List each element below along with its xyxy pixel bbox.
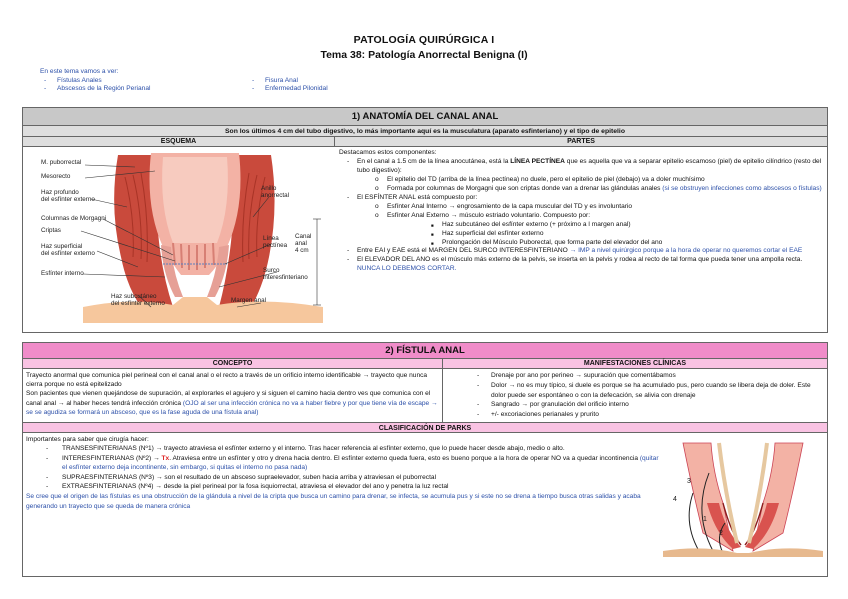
partes-subsubitem: ■ Haz subcutáneo del esfínter externo (+ próximo a l margen anal) <box>339 221 823 230</box>
label-surco: Surco interesfinteriano <box>263 267 308 282</box>
text: (quitar el esfínter externo deja incontinente, sin embargo, si quitas el interno no pasa nada) <box>62 454 659 472</box>
text: El ELEVADOR DEL ANO es el músculo más externo de la pelvis, se inserta en la pelvis y rodea al recto de tal forma que pueda tener una ampolla recta. <box>357 256 803 264</box>
concepto-column <box>23 359 443 422</box>
text: (si se obstruyen infecciones como abscesos o fístulas) <box>662 184 822 192</box>
text: Son pacientes que vienen quejándose de supuración, al explorarles el agujero y si siguen el camino hacia dentro ves que comunica con el canal anal → al haber heces tendrá infección crónica <box>26 390 431 407</box>
tx-mark: Tx <box>161 454 170 462</box>
label-puborrectal: M. puborrectal <box>41 159 82 166</box>
partes-subitem: o Esfínter Anal Externo → músculo estriado voluntario. Compuesto por: <box>339 212 823 221</box>
partes-content <box>335 147 827 276</box>
section-anatomy <box>22 107 828 333</box>
text: LÍNEA PECTÍNEA <box>510 157 565 165</box>
parks-figure <box>663 433 827 560</box>
label-haz-profundo: Haz profundo del esfínter externo <box>41 189 95 204</box>
parks-note: Se cree que el origen de las fístulas es una obstrucción de la glándula a nivel de la cripta que busca un camino para drenar, se infecta, se acumula pus y si este no se drena a tiempo busca otras salidas y acaba generando un trayecto que se queda de manera crónica <box>26 493 641 510</box>
manifestacion-item: - Dolor → no es muy típico, si duele es porque se ha acumulado pus, pero cuando se libera deja de doler. Este dolor puede ser espontáneo o con la defecación, se alivia con drenaje <box>447 381 823 401</box>
parks-content <box>23 433 663 560</box>
text: . Atraviesa entre un esfínter y otro y drena hacia dentro. El esfínter externo queda fuera, esto es bueno porque a la hora de operar NO va a quedar incontinencia <box>169 454 640 462</box>
partes-subsubitem: ■ Prolongación del Músculo Puborectal, que forma parte del elevador del ano <box>339 239 823 248</box>
text: Formada por columnas de Morgagni que son criptas donde van a drenar las glándulas anales <box>387 184 663 192</box>
parks-header: CLASIFICACIÓN DE PARKS <box>23 422 827 433</box>
intro-item: - Abscesos de la Región Perianal <box>40 85 220 93</box>
label-anillo: Anillo anorrectal <box>261 185 290 200</box>
esquema-header: ESQUEMA <box>23 137 334 147</box>
label-haz-superficial: Haz superficial del esfínter externo <box>41 243 95 258</box>
manifestaciones-column <box>443 359 827 422</box>
partes-item <box>339 256 823 274</box>
text: → IMP a nivel quirúrgico porque a la hora de operar no queremos cortar el EAE <box>569 247 803 255</box>
partes-header: PARTES <box>335 137 827 147</box>
label-haz-subcutaneo: Haz subcutáneo del esfínter externo <box>111 293 165 308</box>
parks-item: - TRANSESFINTERIANAS (Nº1) → trayecto atraviesa el esfínter externo y el interno. Tras hacer referencia al esfínter externo, que lo puede hacer desde abajo, medio o alto. <box>26 444 660 454</box>
text: (OJO al ser una infección crónica no va a haber fiebre y por que tiene vía de escape → se se agudiza se formará un absceso, que es la fase aguda de una fístula anal) <box>26 399 438 416</box>
text: NUNCA LO DEBEMOS CORTAR. <box>357 265 457 273</box>
manifestaciones-content <box>443 369 827 422</box>
text: En el canal a 1.5 cm de la línea anocutánea, está la <box>357 157 511 165</box>
intro-item: - Fístulas Anales <box>40 77 220 85</box>
intro-label: En este tema vamos a ver: <box>40 68 119 75</box>
manifestacion-item: - Sangrado → por granulación del orificio interno <box>447 400 823 410</box>
intro-item: - Fisura Anal <box>248 77 328 85</box>
partes-subsubitem: ■ Haz superficial del esfínter externo <box>339 230 823 239</box>
intro-item: - Enfermedad Pilonidal <box>248 85 328 93</box>
partes-item <box>339 247 823 256</box>
partes-subitem: o El epitelio del TD (arriba de la línea pectínea) no duele, pero el epitelio de piel (debajo) va a doler muchísimo <box>339 176 823 185</box>
section-fistula <box>22 342 828 577</box>
partes-subitem <box>339 185 823 194</box>
page-title: PATOLOGÍA QUIRÚRGICA I <box>353 34 495 46</box>
section-title: 1) ANATOMÍA DEL CANAL ANAL <box>23 108 827 126</box>
label-esfinter-interno: Esfínter interno <box>41 270 84 277</box>
label-mesorecto: Mesorecto <box>41 173 71 180</box>
parks-num-2: 2 <box>719 529 723 537</box>
parks-item: - SUPRAESFINTERIANAS (Nº3) → son el resultado de un absceso supraelevador, suben hacia arriba y atraviesan el puborrectal <box>26 473 660 483</box>
parks-num-4: 4 <box>673 495 677 503</box>
label-linea-pectinea: Línea pectínea <box>263 235 288 250</box>
manifestacion-item: - Drenaje por ano por perineo → supuración que comentábamos <box>447 371 823 381</box>
parks-num-3: 3 <box>687 477 691 485</box>
parks-item <box>26 454 660 473</box>
manifestaciones-header: MANIFESTACIONES CLÍNICAS <box>443 359 827 369</box>
partes-subitem: o Esfínter Anal Interno → engrosamiento de la capa muscular del TD y es involuntario <box>339 203 823 212</box>
label-canal-anal: Canal anal 4 cm <box>295 233 312 255</box>
page-header <box>0 34 848 63</box>
partes-item <box>339 158 823 176</box>
intro-block <box>40 68 440 94</box>
section-subtitle: Son los últimos 4 cm del tubo digestivo, lo más importante aquí es la musculatura (aparato esfinteriano) y el tipo de epitelio <box>23 126 827 137</box>
section-title: 2) FÍSTULA ANAL <box>23 343 827 359</box>
text: INTERESFINTERIANAS (Nº2) → <box>62 454 162 462</box>
partes-intro: Destacamos estos componentes: <box>339 149 437 156</box>
concepto-text: Trayecto anormal que comunica piel perineal con el canal anal o el recto a través de un orificio interno identificable → trayecto que nunca cierra porque no está epitelizado <box>26 372 428 389</box>
esquema-column <box>23 137 335 323</box>
concepto-text <box>26 389 439 417</box>
intro-list-1 <box>40 77 220 93</box>
label-margen-anal: Margen anal <box>231 297 267 304</box>
text: Entre EAI y EAE está el MARGEN DEL SURCO INTERESFINTERIANO <box>357 247 570 255</box>
page-subtitle: Tema 38: Patología Anorrectal Benigna (I) <box>320 48 528 61</box>
concepto-header: CONCEPTO <box>23 359 442 369</box>
parks-item: - EXTRAESFINTERIANAS (Nº4) → desde la piel perineal por la fosa isquiorrectal, atraviesa el elevador del ano y penetra la luz rectal <box>26 482 660 492</box>
text: que es aquella que va a separar epitelio escamoso (piel) de epitelio cilíndrico (resto del tubo digestivo): <box>357 157 822 174</box>
concepto-content <box>23 369 442 419</box>
parks-intro: Importantes para saber que cirugía hacer: <box>26 435 149 443</box>
label-criptas: Criptas <box>41 227 61 234</box>
label-morgagni: Columnas de Morgagni <box>41 215 107 222</box>
parks-num-1: 1 <box>703 515 707 523</box>
manifestacion-item: - +/- excoriaciones perianales y prurito <box>447 410 823 420</box>
partes-item: - El ESFÍNTER ANAL está compuesto por: <box>339 194 823 203</box>
parks-illustration <box>663 433 823 557</box>
intro-list-2 <box>248 77 328 93</box>
partes-column <box>335 137 827 323</box>
anal-canal-figure <box>23 147 335 323</box>
